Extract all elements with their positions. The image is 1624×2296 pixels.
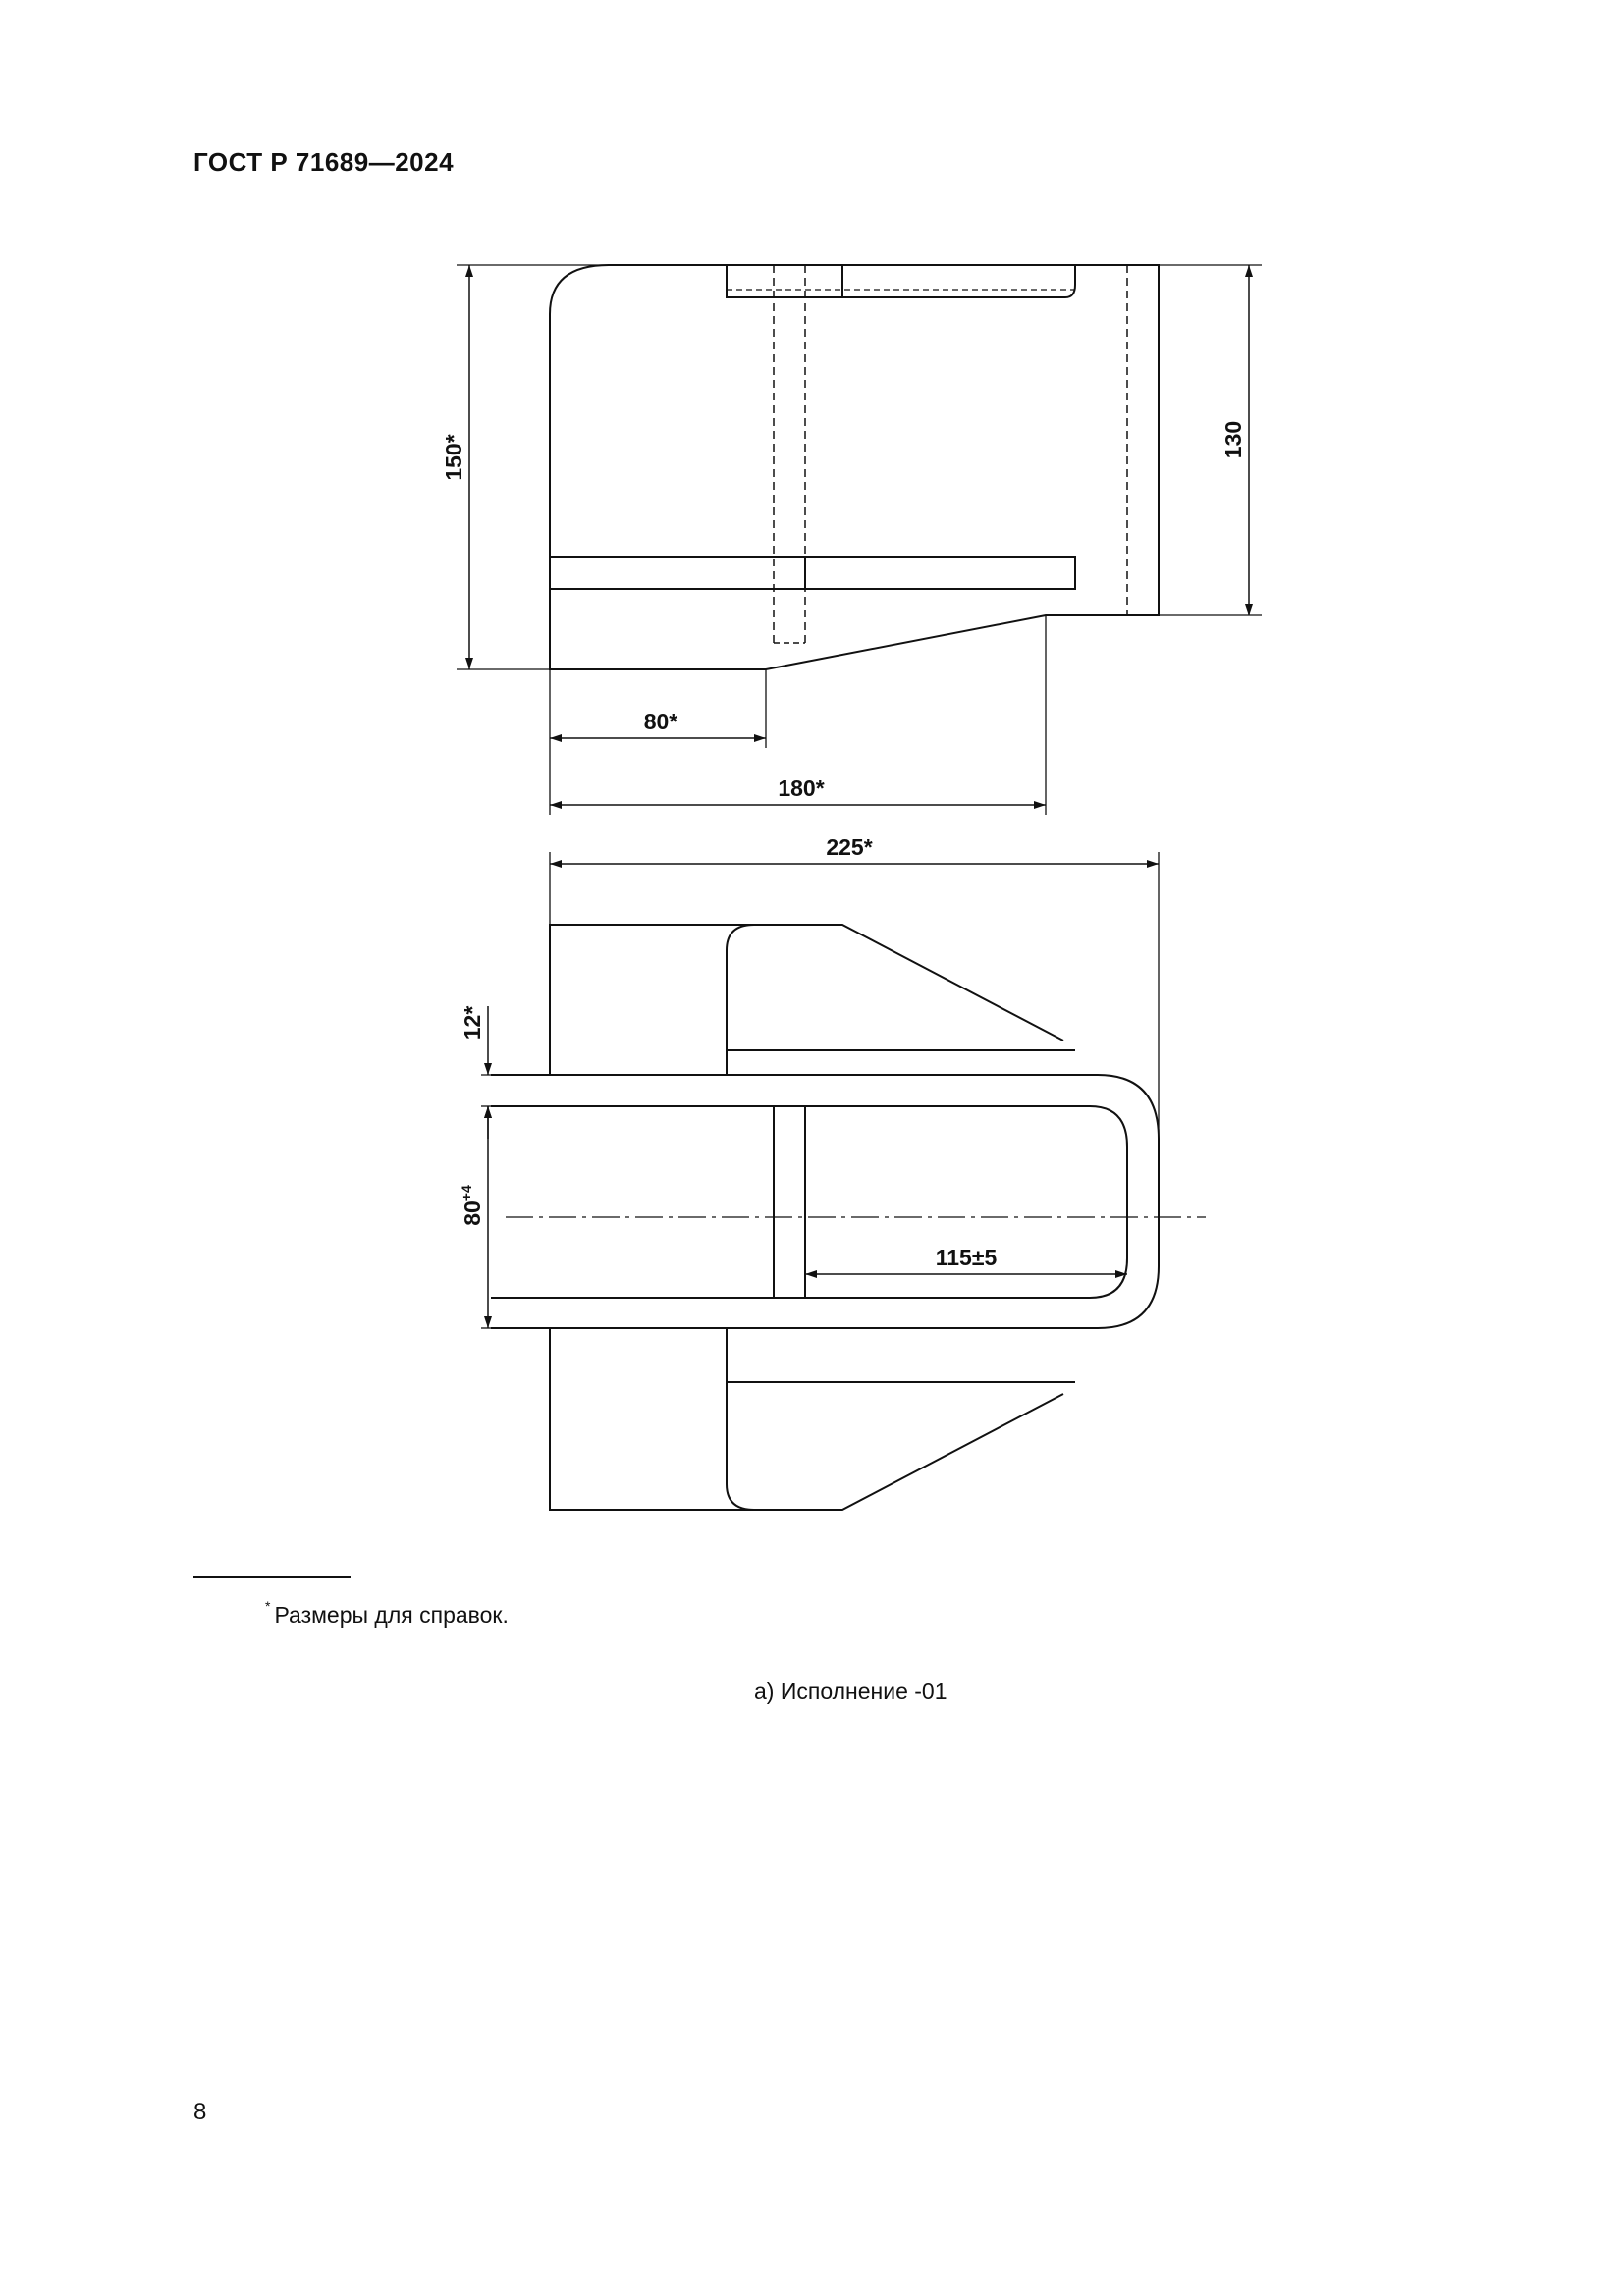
top-bar <box>727 265 1075 297</box>
lower-bar <box>550 557 1075 589</box>
upper-gusset <box>727 925 754 1075</box>
dim-label-130: 130 <box>1220 420 1246 459</box>
footnote-mark: * <box>265 1598 271 1614</box>
dim-label-225: 225* <box>826 834 873 860</box>
side-view-extensions <box>457 265 1262 815</box>
u-bracket-outer <box>550 1075 1159 1328</box>
base-plate-bottom <box>550 1328 1063 1510</box>
side-view-outline <box>550 265 1159 669</box>
dim-label-80-gap-group <box>459 1185 485 1226</box>
plan-view-extensions <box>481 852 1159 1328</box>
dim-label-150: 150* <box>441 434 466 481</box>
page-number: 8 <box>193 2099 207 2125</box>
transverse-bar <box>774 1106 805 1298</box>
dim-label-12: 12* <box>460 1005 485 1041</box>
footnote-rule <box>193 1576 351 1578</box>
base-plate-top <box>550 925 1063 1075</box>
dim-label-80-gap-base: 80 <box>460 1201 485 1226</box>
dim-label-80-gap <box>459 1185 485 1226</box>
dim-label-180: 180* <box>778 775 825 801</box>
footnote <box>265 1598 509 1629</box>
figure-caption: а) Исполнение -01 <box>754 1679 947 1704</box>
lower-gusset <box>727 1328 754 1510</box>
plan-view-dimensions <box>488 864 1159 1328</box>
footnote-text: Размеры для справок. <box>274 1602 509 1628</box>
side-view-dimensions <box>469 265 1249 805</box>
u-bracket-inner <box>491 1106 1127 1298</box>
dim-label-80-gap-tol: +4 <box>459 1185 474 1201</box>
dim-label-115: 115±5 <box>935 1245 998 1270</box>
dim-label-80-width: 80* <box>643 709 678 734</box>
side-view <box>550 265 1159 669</box>
document-header: ГОСТ Р 71689—2024 <box>193 147 455 177</box>
